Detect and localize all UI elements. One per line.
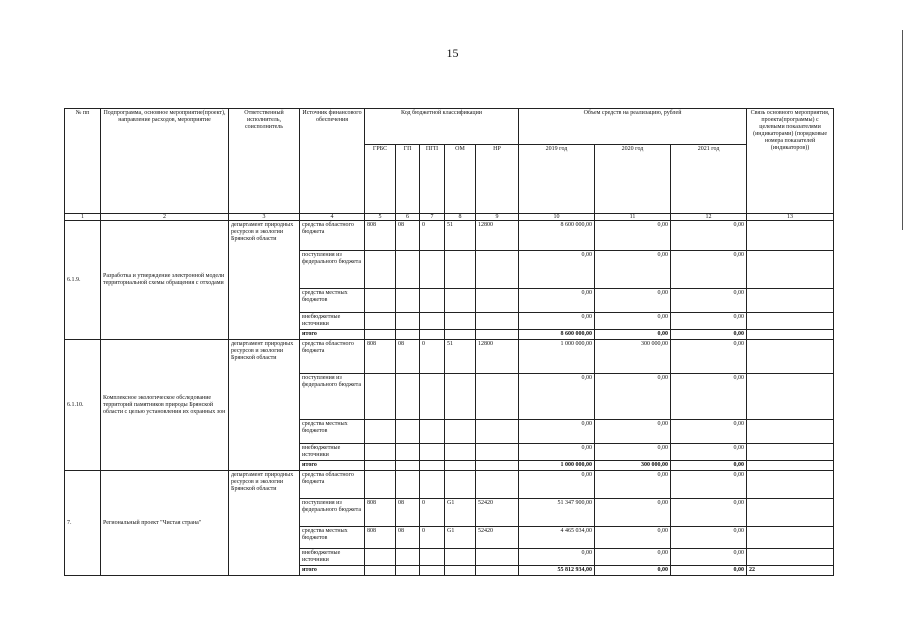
col-number: 6 [396, 214, 420, 221]
total-link [747, 461, 834, 471]
grbs-cell [365, 471, 396, 499]
grbs-cell [365, 374, 396, 420]
value-2019: 0,00 [519, 444, 595, 461]
total-label: итого [300, 566, 365, 576]
value-2020: 0,00 [595, 313, 671, 330]
grbs-cell: 808 [365, 340, 396, 374]
value-2021: 0,00 [671, 527, 747, 549]
nr-cell [476, 471, 519, 499]
value-2020: 0,00 [595, 251, 671, 289]
value-2021: 0,00 [671, 499, 747, 527]
budget-table [64, 108, 834, 576]
value-2020: 0,00 [595, 221, 671, 251]
total-2019: 55 812 934,00 [519, 566, 595, 576]
total-2021: 0,00 [671, 461, 747, 471]
funding-source: средства местных бюджетов [300, 289, 365, 313]
value-2019: 0,00 [519, 549, 595, 566]
gp-cell [396, 549, 420, 566]
pgp-cell: 0 [420, 340, 445, 374]
funding-source: поступления из федерального бюджета [300, 499, 365, 527]
value-2020: 0,00 [595, 420, 671, 444]
pgp-cell: 0 [420, 527, 445, 549]
gp-cell: 08 [396, 340, 420, 374]
activity-title: Разработка и утверждение электронной модели территориальной схемы обращения с отходами [101, 221, 229, 340]
value-2019: 1 000 000,00 [519, 340, 595, 374]
value-2019: 0,00 [519, 251, 595, 289]
grbs-cell [365, 444, 396, 461]
pgp-cell [420, 313, 445, 330]
total-link: 22 [747, 566, 834, 576]
total-2019: 1 000 000,00 [519, 461, 595, 471]
funding-source: средства местных бюджетов [300, 527, 365, 549]
value-2020: 0,00 [595, 549, 671, 566]
header-om: ОМ [445, 145, 476, 214]
total-2020: 0,00 [595, 330, 671, 340]
value-2021: 0,00 [671, 549, 747, 566]
col-number: 4 [300, 214, 365, 221]
grbs-cell [365, 549, 396, 566]
value-2021: 0,00 [671, 471, 747, 499]
funding-source: средства местных бюджетов [300, 420, 365, 444]
om-cell [445, 471, 476, 499]
header-2021: 2021 год [671, 145, 747, 214]
col-number: 9 [476, 214, 519, 221]
header-2020: 2020 год [595, 145, 671, 214]
nr-cell: 12800 [476, 221, 519, 251]
om-cell [445, 444, 476, 461]
pgp-cell [420, 289, 445, 313]
funding-source: поступления из федерального бюджета [300, 251, 365, 289]
nr-cell: 52420 [476, 527, 519, 549]
header-grbs: ГРБС [365, 145, 396, 214]
grbs-cell: 808 [365, 221, 396, 251]
value-2021: 0,00 [671, 340, 747, 374]
header-nr: НР [476, 145, 519, 214]
grbs-cell [365, 313, 396, 330]
value-2020: 300 000,00 [595, 340, 671, 374]
executor: департамент природных ресурсов и экологии Брянской области [229, 340, 300, 471]
value-2021: 0,00 [671, 420, 747, 444]
nr-cell: 12800 [476, 340, 519, 374]
header-budget-code: Код бюджетной классификации [365, 109, 519, 145]
header-2019: 2019 год [519, 145, 595, 214]
pgp-cell [420, 251, 445, 289]
value-2019: 0,00 [519, 471, 595, 499]
gp-cell [396, 420, 420, 444]
gp-cell: 08 [396, 221, 420, 251]
col-number: 1 [65, 214, 101, 221]
funding-source: внебюджетные источники [300, 313, 365, 330]
col-number: 12 [671, 214, 747, 221]
empty-cell [445, 330, 476, 340]
header-pgp: ПГП [420, 145, 445, 214]
value-2020: 0,00 [595, 499, 671, 527]
empty-cell [396, 461, 420, 471]
link-cell [747, 444, 834, 461]
value-2020: 0,00 [595, 289, 671, 313]
activity-title: Региональный проект "Чистая страна" [101, 471, 229, 576]
om-cell [445, 420, 476, 444]
total-2020: 0,00 [595, 566, 671, 576]
col-number: 11 [595, 214, 671, 221]
empty-cell [365, 330, 396, 340]
empty-cell [396, 330, 420, 340]
empty-cell [420, 330, 445, 340]
grbs-cell [365, 289, 396, 313]
empty-cell [365, 461, 396, 471]
nr-cell [476, 549, 519, 566]
header-activity: Подпрограмма, основное мероприятие(проект), направление расходов, мероприятие [101, 109, 229, 214]
col-number: 3 [229, 214, 300, 221]
header-executor: Ответственный исполнитель, соисполнитель [229, 109, 300, 214]
gp-cell: 08 [396, 499, 420, 527]
link-cell [747, 313, 834, 330]
link-cell [747, 471, 834, 499]
link-cell [747, 499, 834, 527]
gp-cell [396, 289, 420, 313]
total-link [747, 330, 834, 340]
om-cell: G1 [445, 499, 476, 527]
scan-edge-line [902, 30, 903, 230]
header-source: Источник финансового обеспечения [300, 109, 365, 214]
pgp-cell: 0 [420, 499, 445, 527]
value-2021: 0,00 [671, 251, 747, 289]
gp-cell [396, 471, 420, 499]
col-number: 10 [519, 214, 595, 221]
empty-cell [476, 566, 519, 576]
nr-cell: 52420 [476, 499, 519, 527]
value-2019: 8 600 000,00 [519, 221, 595, 251]
gp-cell [396, 444, 420, 461]
page-number: 15 [446, 46, 459, 60]
gp-cell [396, 374, 420, 420]
value-2021: 0,00 [671, 444, 747, 461]
nr-cell [476, 251, 519, 289]
activity-title: Комплексное экологическое обследование территорий памятников природы Брянской области с целью установления их охранных зон [101, 340, 229, 471]
link-cell [747, 340, 834, 374]
pgp-cell [420, 444, 445, 461]
link-cell [747, 251, 834, 289]
col-number: 2 [101, 214, 229, 221]
header-gp: ГП [396, 145, 420, 214]
empty-cell [365, 566, 396, 576]
executor: департамент природных ресурсов и экологии Брянской области [229, 471, 300, 576]
empty-cell [476, 461, 519, 471]
value-2019: 51 347 900,00 [519, 499, 595, 527]
table-row [65, 340, 834, 374]
col-number: 7 [420, 214, 445, 221]
grbs-cell: 808 [365, 527, 396, 549]
grbs-cell [365, 251, 396, 289]
nr-cell [476, 289, 519, 313]
value-2019: 0,00 [519, 289, 595, 313]
nr-cell [476, 374, 519, 420]
col-number: 5 [365, 214, 396, 221]
grbs-cell: 808 [365, 499, 396, 527]
grbs-cell [365, 420, 396, 444]
link-cell [747, 221, 834, 251]
total-2019: 8 600 000,00 [519, 330, 595, 340]
om-cell [445, 549, 476, 566]
link-cell [747, 374, 834, 420]
nr-cell [476, 313, 519, 330]
funding-source: средства областного бюджета [300, 340, 365, 374]
empty-cell [420, 461, 445, 471]
total-2021: 0,00 [671, 566, 747, 576]
empty-cell [445, 566, 476, 576]
empty-cell [445, 461, 476, 471]
total-label: итого [300, 330, 365, 340]
link-cell [747, 527, 834, 549]
row-number: 7. [65, 471, 101, 576]
row-number: 6.1.9. [65, 221, 101, 340]
link-cell [747, 289, 834, 313]
total-label: итого [300, 461, 365, 471]
value-2019: 0,00 [519, 313, 595, 330]
link-cell [747, 420, 834, 444]
om-cell [445, 251, 476, 289]
value-2021: 0,00 [671, 313, 747, 330]
table-row [65, 221, 834, 251]
value-2019: 4 465 034,00 [519, 527, 595, 549]
nr-cell [476, 420, 519, 444]
value-2021: 0,00 [671, 374, 747, 420]
funding-source: поступления из федерального бюджета [300, 374, 365, 420]
empty-cell [420, 566, 445, 576]
empty-cell [476, 330, 519, 340]
value-2020: 0,00 [595, 471, 671, 499]
gp-cell [396, 251, 420, 289]
om-cell [445, 289, 476, 313]
om-cell: 51 [445, 340, 476, 374]
total-2020: 300 000,00 [595, 461, 671, 471]
empty-cell [396, 566, 420, 576]
pgp-cell [420, 471, 445, 499]
value-2021: 0,00 [671, 221, 747, 251]
om-cell [445, 374, 476, 420]
om-cell [445, 313, 476, 330]
value-2020: 0,00 [595, 527, 671, 549]
funding-source: внебюджетные источники [300, 444, 365, 461]
funding-source: средства областного бюджета [300, 471, 365, 499]
col-number: 13 [747, 214, 834, 221]
value-2020: 0,00 [595, 444, 671, 461]
nr-cell [476, 444, 519, 461]
value-2019: 0,00 [519, 420, 595, 444]
row-number: 6.1.10. [65, 340, 101, 471]
column-number-row [65, 214, 834, 221]
pgp-cell: 0 [420, 221, 445, 251]
gp-cell [396, 313, 420, 330]
table-row [65, 471, 834, 499]
gp-cell: 08 [396, 527, 420, 549]
pgp-cell [420, 374, 445, 420]
pgp-cell [420, 549, 445, 566]
header-link: Связь основного мероприятия, проекта(программы) с целевыми показателями (индикаторами) (порядковые номера показателей (индикаторов)) [747, 109, 834, 214]
om-cell: G1 [445, 527, 476, 549]
link-cell [747, 549, 834, 566]
om-cell: 51 [445, 221, 476, 251]
total-2021: 0,00 [671, 330, 747, 340]
funding-source: средства областного бюджета [300, 221, 365, 251]
header-num: № пп [65, 109, 101, 214]
header-volume: Объем средств на реализацию, рублей [519, 109, 747, 145]
executor: департамент природных ресурсов и экологии Брянской области [229, 221, 300, 340]
col-number: 8 [445, 214, 476, 221]
pgp-cell [420, 420, 445, 444]
value-2020: 0,00 [595, 374, 671, 420]
value-2019: 0,00 [519, 374, 595, 420]
value-2021: 0,00 [671, 289, 747, 313]
funding-source: внебюджетные источники [300, 549, 365, 566]
